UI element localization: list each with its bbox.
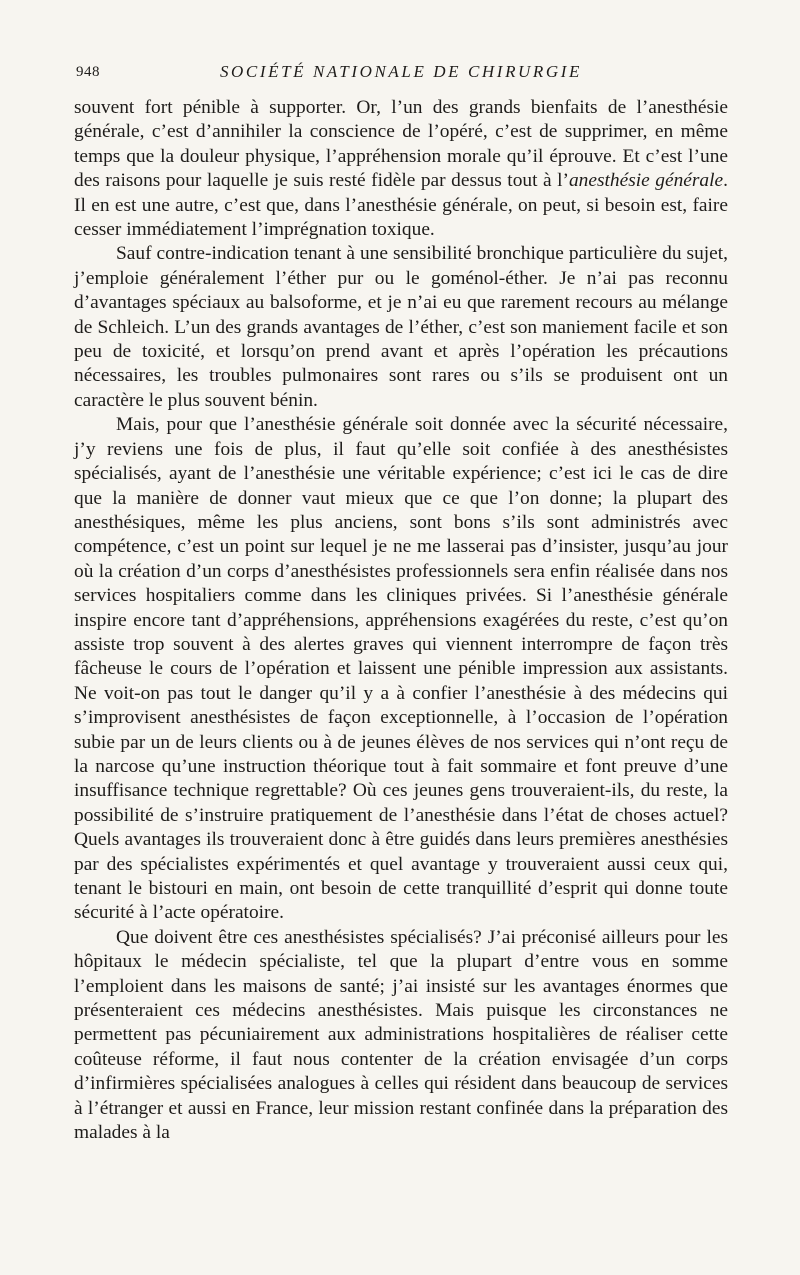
book-page — [74, 62, 728, 1145]
page-number: 948 — [76, 64, 100, 80]
journal-title: SOCIÉTÉ NATIONALE DE CHIRURGIE — [219, 62, 583, 81]
paragraph-1 — [74, 96, 728, 242]
running-head — [74, 62, 728, 86]
italic-emphasis: anesthésie générale — [568, 170, 724, 192]
paragraph-4: Que doivent être ces anesthésistes spécialisés? J’ai préconisé ailleurs pour les hôpitaux le médecin spécialiste, tel que la plupart d’entre vous en somme l’emploient dans les maisons de santé; j’ai insisté sur les avantages énormes que présenteraient ces médecins anesthésistes. Mais puisque les circonstances ne permettent pas pécuniairement aux administrations hospitalières de réaliser cette coûteuse réforme, il faut nous contenter de la création envisagée d’un corps d’infirmières spécialisées analogues à celles qui résident dans beaucoup de services à l’étranger et aussi en France, leur mission restant confinée dans la préparation des malades à la — [74, 926, 728, 1144]
paragraph-1-text-after: . Il en est une autre, c’est que, dans l’anesthésie générale, on peut, si besoin est, faire cesser immédiatement l’imprégnation toxique. — [74, 170, 728, 241]
paragraph-3: Mais, pour que l’anesthésie générale soit donnée avec la sécurité nécessaire, j’y reviens une fois de plus, il faut qu’elle soit confiée à des anesthésistes spécialisés, ayant de l’anesthésie une véritable expérience; c’est ici le cas de dire que la manière de donner vaut mieux que ce que l’on donne; la plupart des anesthésiques, même les plus anciens, sont bons s’ils sont administrés avec compétence, c’est un point sur lequel je ne me lasserai pas d’insister, jusqu’au jour où la création d’un corps d’anesthésistes professionnels sera enfin réalisée dans nos services hospitaliers comme dans les cliniques privées. Si l’anesthésie générale inspire encore tant d’appréhensions, appréhensions exagérées du reste, c’est qu’on assiste trop souvent à des alertes graves qui viennent interrompre de façon très fâcheuse le cours de l’opération et laissent une pénible impression aux assistants. Ne voit-on pas tout le danger qu’il y a à confier l’anesthésie à des médecins qui s’improvisent anesthésistes de façon exceptionnelle, à l’occasion de l’opération subie par un de leurs clients ou à de jeunes élèves de nos services qui n’ont reçu de la narcose qu’une instruction théorique tout à fait sommaire et font preuve d’une insuffisance technique regrettable? Où ces jeunes gens trouveraient-ils, du reste, la possibilité de s’instruire pratiquement de l’anesthésie dans l’état de choses actuel? Quels avantages ils trouveraient donc à être guidés dans leurs premières anesthésies par des spécialistes expérimentés et quel avantage y trouveraient aussi ceux qui, tenant le bistouri en main, ont besoin de cette tranquillité d’esprit qui donne toute sécurité à l’acte opératoire. — [74, 414, 728, 924]
paragraph-1-text-before: souvent fort pénible à supporter. Or, l’un des grands bienfaits de l’anesthésie générale, c’est d’annihiler la conscience de l’opéré, c’est de supprimer, en même temps que la douleur physique, l’appréhension morale qu’il éprouve. Et c’est l’une des raisons pour laquelle je suis resté fidèle par dessus tout à l’ — [74, 97, 728, 192]
body-text — [74, 96, 728, 1145]
paragraph-2: Sauf contre-indication tenant à une sensibilité bronchique particulière du sujet, j’emploie généralement l’éther pur ou le goménol-éther. Je n’ai pas reconnu d’avantages spéciaux au balsoforme, et je n’ai eu que rarement recours au mélange de Schleich. L’un des grands avantages de l’éther, c’est son maniement facile et son peu de toxicité, et lorsqu’on prend avant et après l’opération les précautions nécessaires, les troubles pulmonaires sont rares ou s’ils se produisent ont un caractère le plus souvent bénin. — [74, 243, 728, 411]
